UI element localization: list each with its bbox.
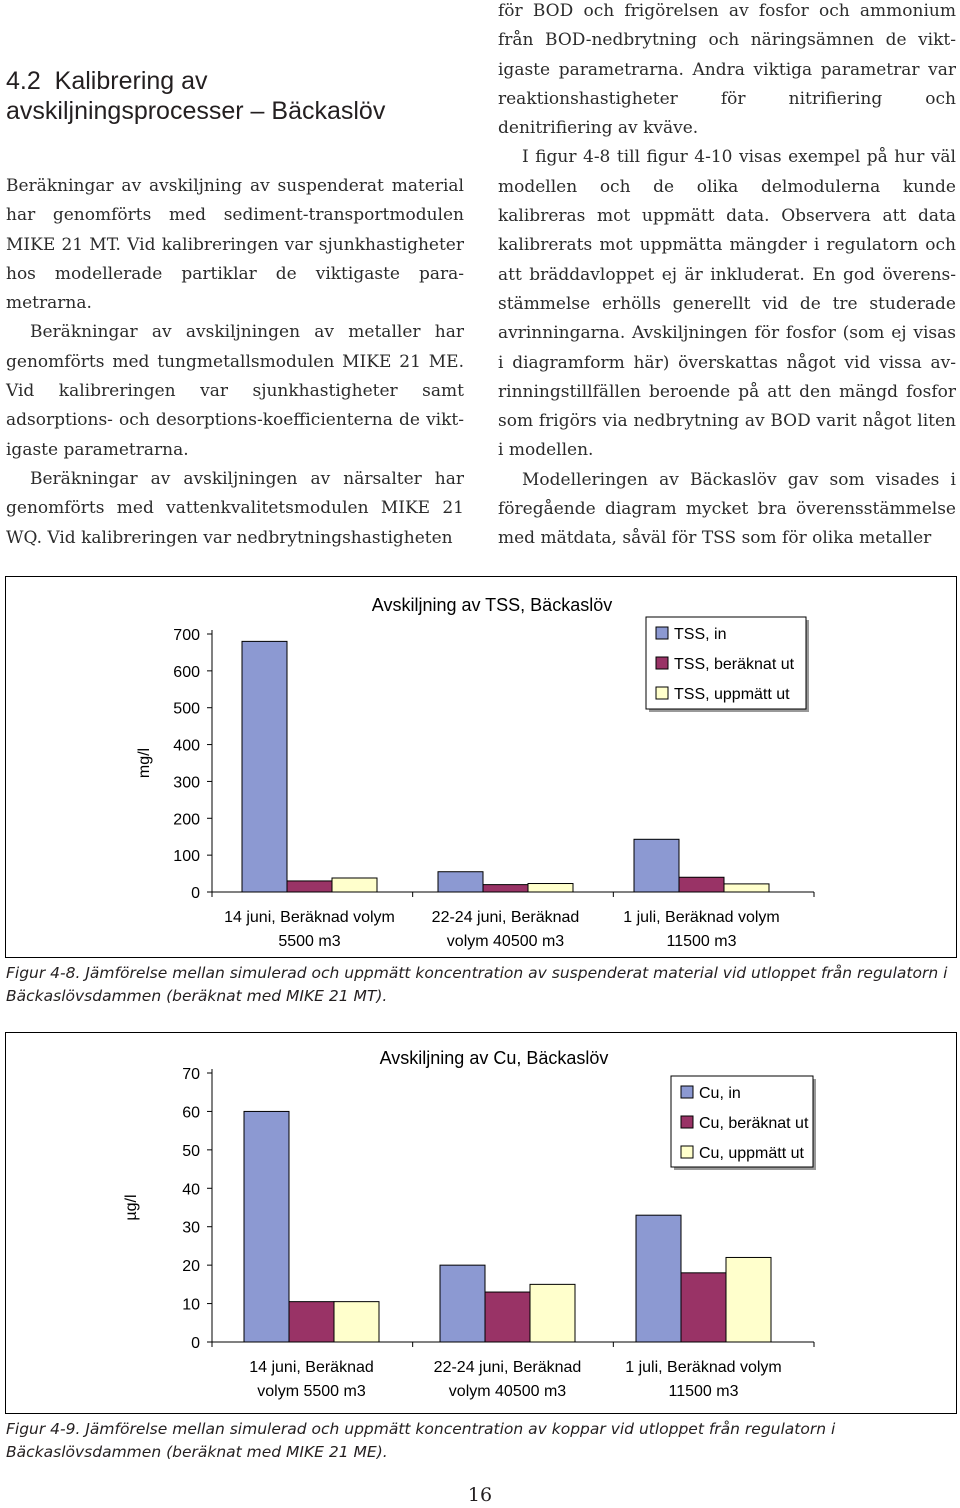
cu-bar-chart <box>6 1033 956 1413</box>
legend-label: TSS, uppmätt ut <box>674 686 790 703</box>
bar <box>440 1265 485 1342</box>
paragraph-calibration: I figur 4-8 till figur 4-10 visas exempel på hur väl modellen och de olika delmodulerna kunde kalibreras mot uppmätt data. Observera att data kalibrerats mot uppmätta mängder i regulatorn och att bräddavloppet ej är inkluderat. En god överensstämmelse erhölls generellt vid de tre studerade avrinningarna. Avskiljningen för fosfor (som ej visas i diagramform här) överskattas något vid vissa avrinningstillfällen beroende på att den mängd fosfor som frigörs via nedbrytning av BOD varit något liten i modellen. <box>498 147 956 461</box>
bar <box>530 1284 575 1342</box>
bar <box>528 884 573 892</box>
bar <box>438 872 483 892</box>
y-tick-label: 20 <box>182 1258 200 1276</box>
section-title-line1: Kalibrering av <box>54 67 208 95</box>
bar <box>636 1215 681 1342</box>
section-number: 4.2 <box>6 67 41 95</box>
x-category-label: 22-24 juni, Beräknad <box>431 909 580 926</box>
tss-bar-chart <box>6 577 956 957</box>
legend-swatch <box>681 1086 693 1098</box>
paragraph-modelling-result: Modelleringen av Bäckaslöv gav som visades i föregående diagram mycket bra överensstämmelse med mätdata, såväl för TSS som för olika metaller <box>498 469 956 549</box>
bar <box>289 1302 334 1342</box>
bar <box>332 878 377 892</box>
tss-chart-frame <box>5 576 957 958</box>
y-tick-label: 30 <box>182 1219 200 1237</box>
x-category-label: 11500 m3 <box>666 933 737 950</box>
section-title-line2: avskiljningsprocesser – Bäckaslöv <box>6 97 386 125</box>
legend-label: TSS, beräknat ut <box>674 656 795 673</box>
legend-swatch <box>681 1146 693 1158</box>
y-tick-label: 0 <box>191 1335 200 1352</box>
x-category-label: volym 40500 m3 <box>446 933 565 950</box>
bar <box>726 1257 771 1342</box>
x-category-label: volym 40500 m3 <box>448 1383 567 1400</box>
bar <box>242 641 287 892</box>
y-tick-label: 0 <box>191 885 200 902</box>
y-tick-label: 10 <box>182 1296 200 1314</box>
left-text-column <box>6 172 464 553</box>
x-category-label: 14 juni, Beräknad volym <box>224 909 395 926</box>
y-tick-label: 600 <box>173 663 200 681</box>
bar <box>681 1273 726 1342</box>
legend-swatch <box>681 1116 693 1128</box>
y-tick-label: 60 <box>182 1104 200 1122</box>
y-tick-label: 300 <box>173 774 200 792</box>
legend-label: TSS, in <box>674 626 727 643</box>
y-axis-label: µg/l <box>123 1194 140 1221</box>
chart-title: Avskiljning av TSS, Bäckaslöv <box>371 595 613 615</box>
section-heading <box>6 66 476 126</box>
y-tick-label: 500 <box>173 700 200 718</box>
x-category-label: volym 5500 m3 <box>257 1383 366 1400</box>
paragraph-sediment: Beräkningar av avskiljning av suspenderat material har genomförts med sediment-transportmodulen MIKE 21 MT. Vid kalibreringen var sjunkhastigheter hos modellerade partiklar de viktigaste parametrarna. <box>6 176 464 314</box>
y-tick-label: 200 <box>173 811 200 829</box>
bar <box>483 885 528 892</box>
x-category-label: 1 juli, Beräknad volym <box>625 1359 782 1376</box>
paragraph-bod-continued: för BOD och frigörelsen av fosfor och ammonium från BOD-nedbrytning och näringsämnen de viktigaste parametrarna. Andra viktiga parametrar var reaktionshastigheter för nitrifiering och denitrifiering av kväve. <box>498 1 956 139</box>
y-tick-label: 70 <box>182 1066 200 1083</box>
page-number: 16 <box>467 1484 493 1506</box>
y-tick-label: 40 <box>182 1181 200 1199</box>
legend-label: Cu, uppmätt ut <box>699 1145 804 1162</box>
x-category-label: 1 juli, Beräknad volym <box>623 909 780 926</box>
y-axis-label: mg/l <box>136 747 153 779</box>
bar <box>244 1111 289 1342</box>
legend-label: Cu, beräknat ut <box>699 1115 809 1132</box>
legend-swatch <box>656 657 668 669</box>
bar <box>634 839 679 892</box>
paragraph-nutrients: Beräkningar av avskiljningen av närsalter har genomförts med vattenkvalitetsmodulen MIKE 21 WQ. Vid kalibreringen var nedbrytningshastigheten <box>6 468 464 548</box>
y-tick-label: 700 <box>173 627 200 644</box>
x-category-label: 5500 m3 <box>278 933 341 950</box>
bar <box>485 1292 530 1342</box>
figure-4-9-caption: Figur 4-9. Jämförelse mellan simulerad och uppmätt koncentration av koppar vid utloppet från regulatorn i Bäckaslövsdammen (beräknat med MIKE 21 ME). <box>6 1420 836 1461</box>
x-category-label: 14 juni, Beräknad <box>249 1359 374 1376</box>
y-tick-label: 100 <box>173 848 200 866</box>
figure-4-8-caption: Figur 4-8. Jämförelse mellan simulerad och uppmätt koncentration av suspenderat material vid utloppet från regulatorn i Bäckaslövsdammen (beräknat med MIKE 21 MT). <box>6 964 948 1005</box>
bar <box>287 881 332 892</box>
x-category-label: 22-24 juni, Beräknad <box>433 1359 582 1376</box>
bar <box>334 1302 379 1342</box>
bar <box>679 877 724 892</box>
y-tick-label: 50 <box>182 1142 200 1160</box>
x-category-label: 11500 m3 <box>668 1383 739 1400</box>
legend-swatch <box>656 687 668 699</box>
y-tick-label: 400 <box>173 737 200 755</box>
right-text-column <box>498 0 956 554</box>
bar <box>724 884 769 892</box>
chart-title: Avskiljning av Cu, Bäckaslöv <box>379 1048 609 1068</box>
cu-chart-frame <box>5 1032 957 1414</box>
paragraph-metals: Beräkningar av avskiljningen av metaller har genomförts med tungmetallsmodulen MIKE 21 ME. Vid kalibreringen var sjunkhastigheter samt adsorptions- och desorptions-koefficienterna de viktigaste parametrarna. <box>6 322 464 460</box>
legend-label: Cu, in <box>699 1085 741 1102</box>
legend-swatch <box>656 627 668 639</box>
